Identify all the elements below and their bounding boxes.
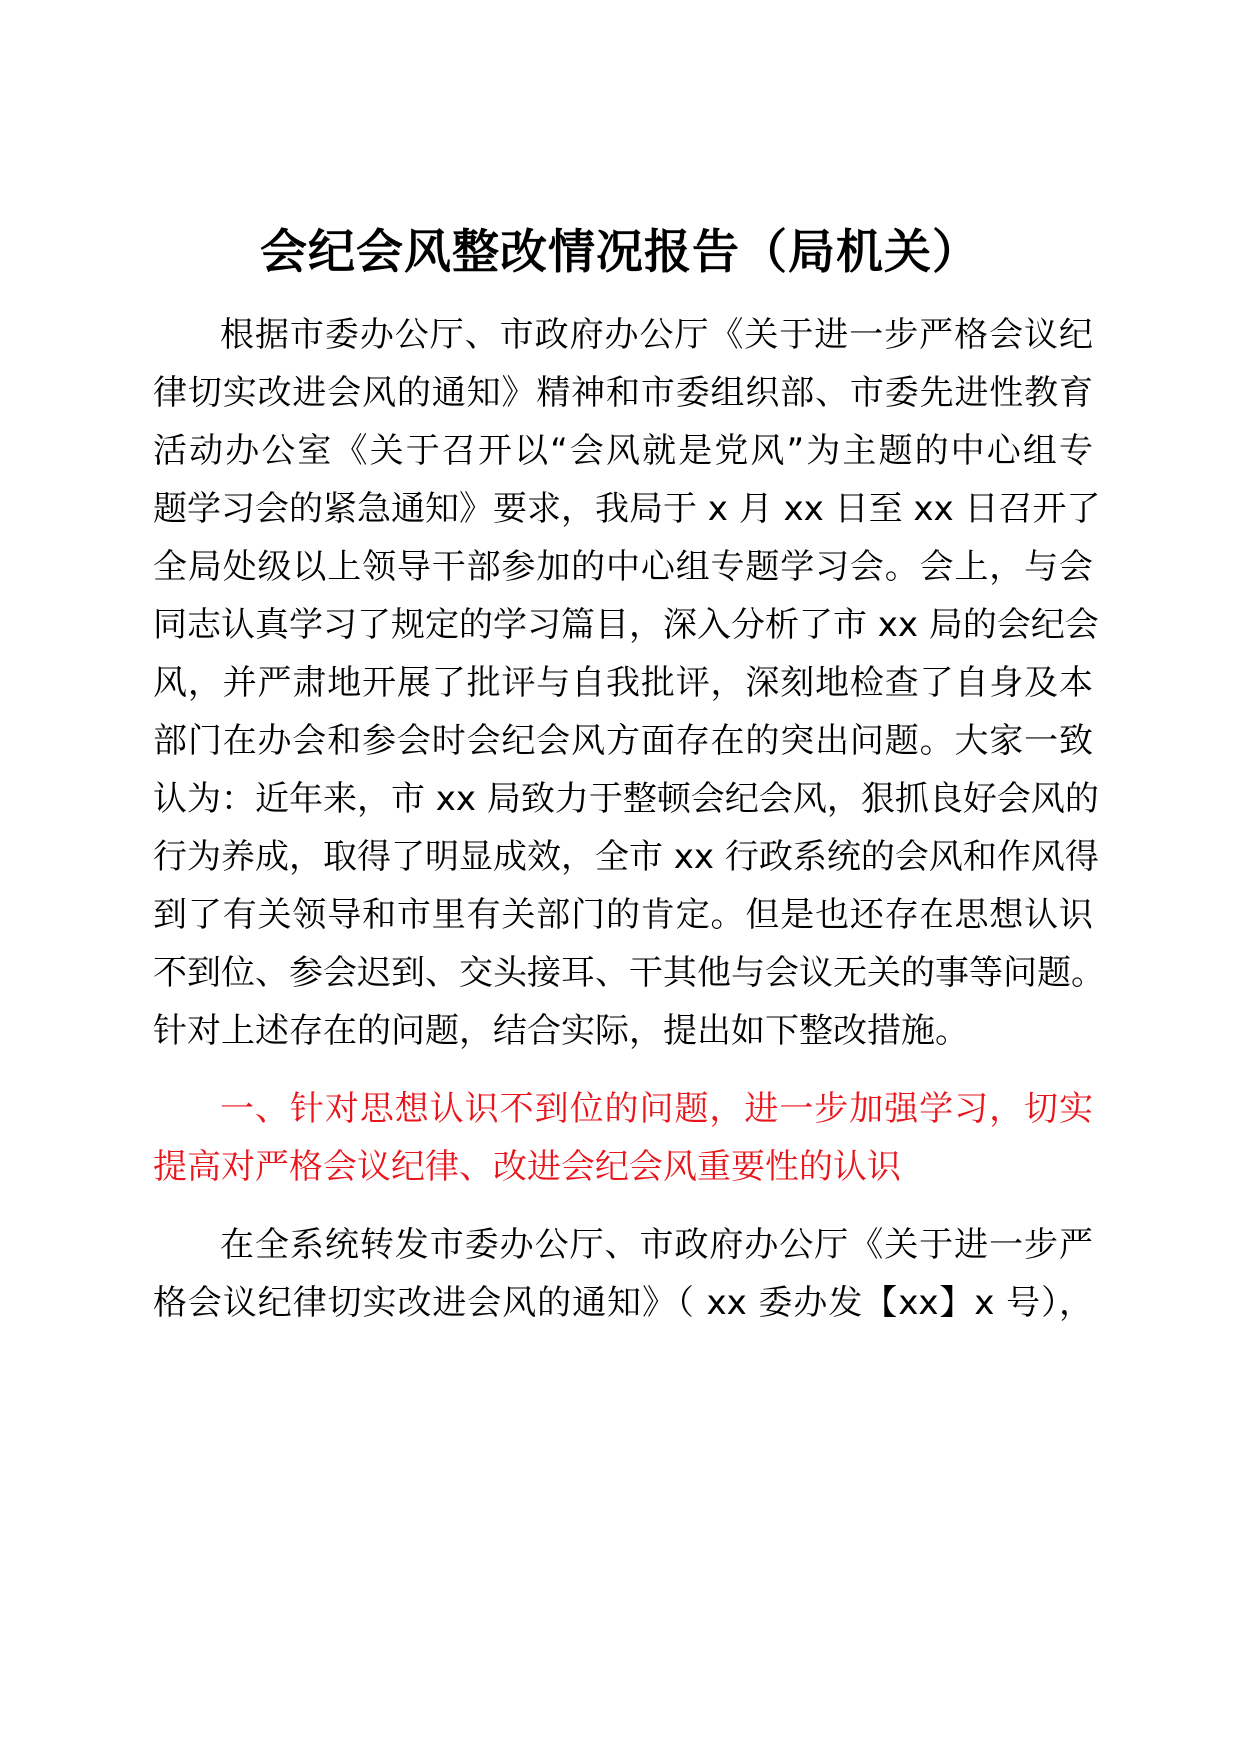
body-text-line: 风，并严肃地开展了批评与自我批评，深刻地检查了自身及本 [153,663,1093,703]
body-text-line: 律切实改进会风的通知》精神和市委组织部、市委先进性教育 [153,373,1093,413]
document-title: 会纪会风整改情况报告（局机关） [260,225,980,280]
body-text-line: 全局处级以上领导干部参加的中心组专题学习会。会上，与会 [153,547,1093,587]
body-text-line: 根据市委办公厅、市政府办公厅《关于进一步严格会议纪 [220,315,1093,355]
section-heading-line: 提高对严格会议纪律、改进会纪会风重要性的认识 [153,1147,901,1187]
body-text-line: 不到位、参会迟到、交头接耳、干其他与会议无关的事等问题。 [153,953,1105,993]
section-heading-line: 一、针对思想认识不到位的问题，进一步加强学习，切实 [220,1089,1093,1129]
body-text-line: 格会议纪律切实改进会风的通知》（ xx 委办发【xx】x 号）， [153,1283,1093,1323]
body-text-line: 同志认真学习了规定的学习篇目，深入分析了市 xx 局的会纪会 [153,605,1099,645]
body-text-line: 部门在办会和参会时会纪会风方面存在的突出问题。大家一致 [153,721,1093,761]
body-text-line: 活动办公室《关于召开以“会风就是党风”为主题的中心组专 [153,431,1093,471]
body-text-line: 题学习会的紧急通知》要求，我局于 x 月 xx 日至 xx 日召开了 [153,489,1101,529]
body-text-line: 在全系统转发市委办公厅、市政府办公厅《关于进一步严 [220,1225,1093,1265]
body-text-line: 行为养成，取得了明显成效，全市 xx 行政系统的会风和作风得 [153,837,1099,877]
body-text-line: 认为：近年来，市 xx 局致力于整顿会纪会风，狠抓良好会风的 [153,779,1099,819]
body-text-line: 到了有关领导和市里有关部门的肯定。但是也还存在思想认识 [153,895,1093,935]
body-text-line: 针对上述存在的问题，结合实际，提出如下整改措施。 [153,1011,969,1051]
